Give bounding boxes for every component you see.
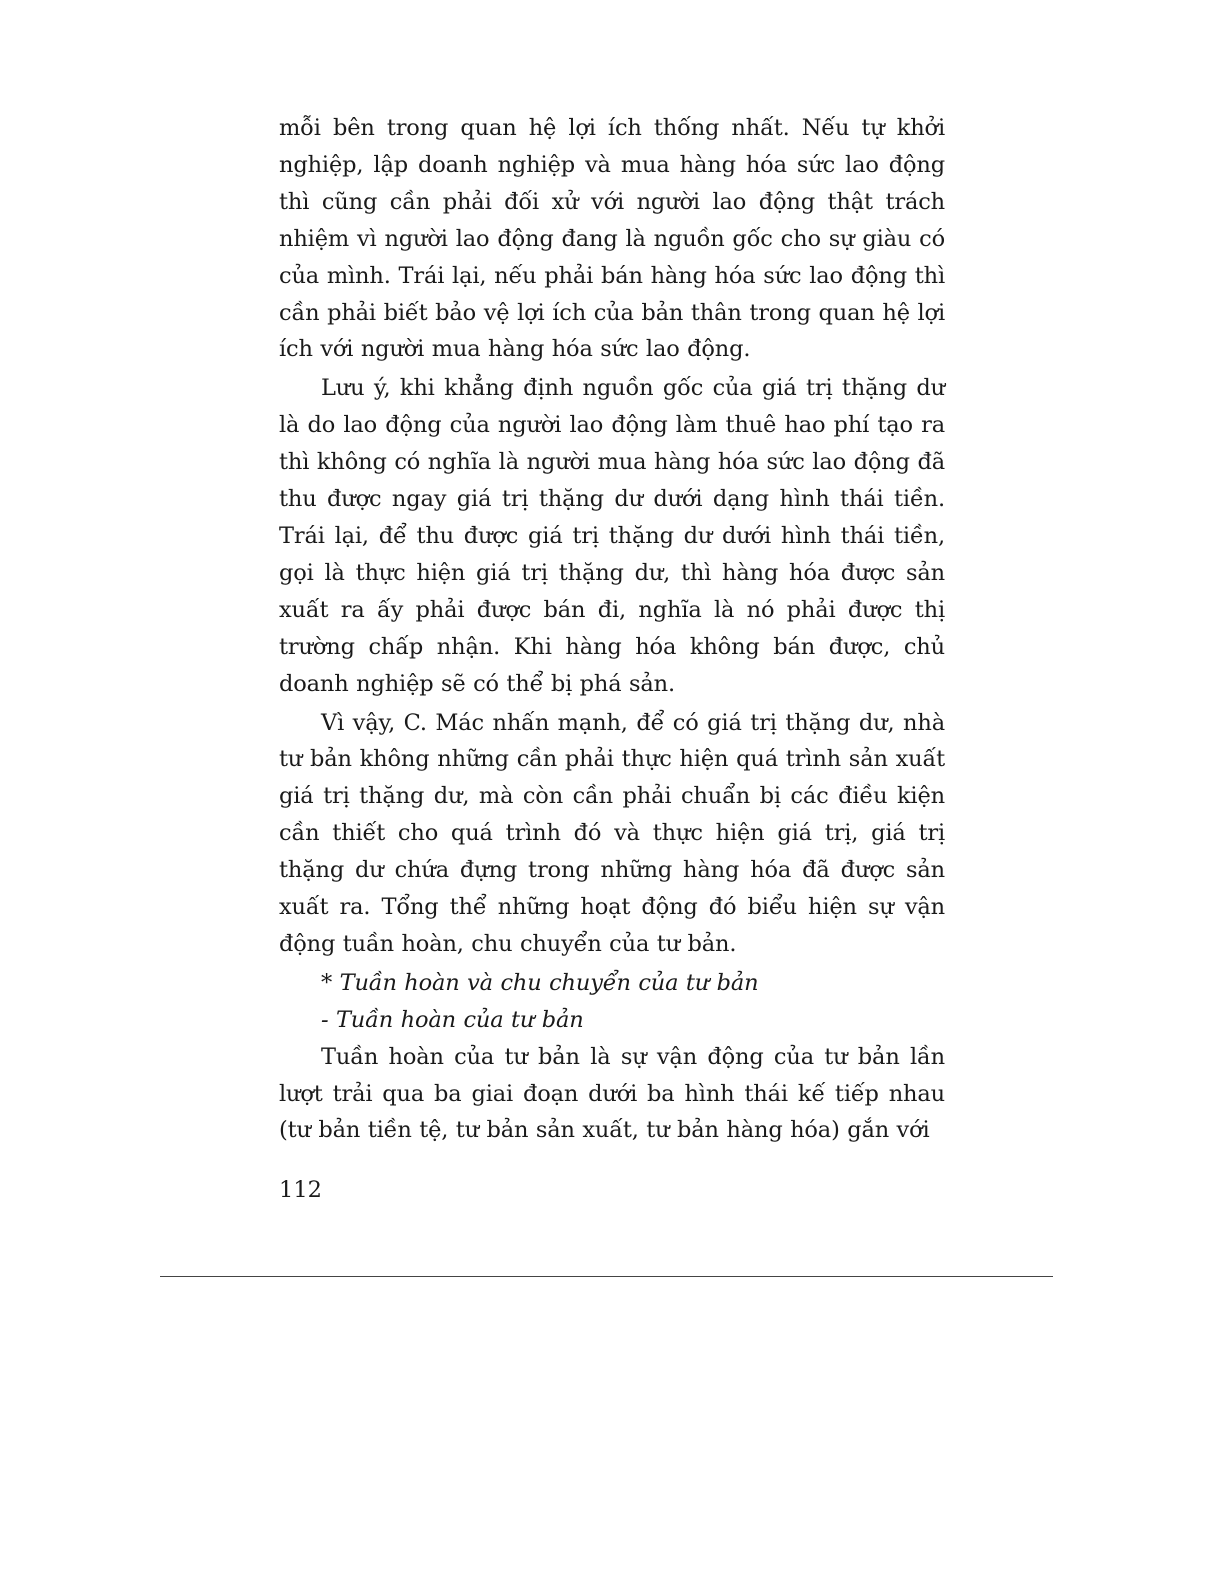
page-number: 112 — [279, 1177, 322, 1203]
paragraph-2: Lưu ý, khi khẳng định nguồn gốc của giá trị thặng dư là do lao động của người lao động làm thuê hao phí tạo ra thì không có nghĩa là người mua hàng hóa sức lao động đã thu được ngay giá trị thặng dư dưới dạng hình thái tiền. Trái lại, để thu được giá trị thặng dư dưới hình thái tiền, gọi là thực hiện giá trị thặng dư, thì hàng hóa được sản xuất ra ấy phải được bán đi, nghĩa là nó phải được thị trường chấp nhận. Khi hàng hóa không bán được, chủ doanh nghiệp sẽ có thể bị phá sản. — [279, 375, 945, 697]
subsection-heading: - Tuần hoàn của tư bản — [321, 1006, 584, 1033]
paragraph-3: Vì vậy, C. Mác nhấn mạnh, để có giá trị thặng dư, nhà tư bản không những cần phải thực hiện quá trình sản xuất giá trị thặng dư, mà còn cần phải chuẩn bị các điều kiện cần thiết cho quá trình đó và thực hiện giá trị, giá trị thặng dư chứa đựng trong những hàng hóa đã được sản xuất ra. Tổng thể những hoạt động đó biểu hiện sự vận động tuần hoàn, chu chuyển của tư bản. — [279, 709, 945, 957]
paragraph-1: mỗi bên trong quan hệ lợi ích thống nhất. Nếu tự khởi nghiệp, lập doanh nghiệp và mua hàng hóa sức lao động thì cũng cần phải đối xử với người lao động thật trách nhiệm vì người lao động đang là nguồn gốc cho sự giàu có của mình. Trái lại, nếu phải bán hàng hóa sức lao động thì cần phải biết bảo vệ lợi ích của bản thân trong quan hệ lợi ích với người mua hàng hóa sức lao động. — [279, 115, 945, 363]
page-divider — [160, 1276, 1053, 1277]
document-body — [279, 110, 945, 1151]
paragraph-4: Tuần hoàn của tư bản là sự vận động của tư bản lần lượt trải qua ba giai đoạn dưới ba hình thái kế tiếp nhau (tư bản tiền tệ, tư bản sản xuất, tư bản hàng hóa) gắn với — [279, 1043, 945, 1144]
section-heading: * Tuần hoàn và chu chuyển của tư bản — [321, 969, 759, 996]
